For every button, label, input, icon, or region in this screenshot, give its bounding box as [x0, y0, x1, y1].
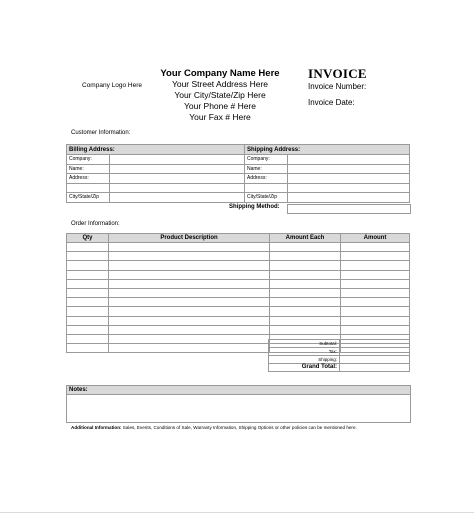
billing-field-label: Name:: [67, 164, 110, 174]
order-amount-cell[interactable]: [341, 288, 410, 297]
company-info: [140, 68, 300, 123]
order-amount-each-cell[interactable]: [270, 252, 341, 261]
order-qty-cell[interactable]: [67, 298, 109, 307]
subtotal-value[interactable]: [340, 340, 410, 348]
subtotal-label: Subtotal:: [269, 340, 340, 348]
order-row: [67, 279, 410, 288]
order-amount-cell[interactable]: [341, 270, 410, 279]
order-row: [67, 252, 410, 261]
order-description-cell[interactable]: [109, 307, 270, 316]
order-amount-each-cell[interactable]: [270, 325, 341, 334]
page-bottom-divider: [0, 512, 474, 513]
company-name: Your Company Name Here: [160, 68, 280, 79]
order-amount-cell[interactable]: [341, 261, 410, 270]
billing-field-label: City/State/Zip: [67, 193, 110, 203]
order-description-cell[interactable]: [109, 252, 270, 261]
order-amount-cell[interactable]: [341, 243, 410, 252]
order-table: [66, 233, 410, 353]
order-description-cell[interactable]: [109, 270, 270, 279]
order-amount-each-cell[interactable]: [270, 279, 341, 288]
order-amount-cell[interactable]: [341, 307, 410, 316]
shipping-label: Shipping:: [269, 356, 340, 364]
order-row: [67, 270, 410, 279]
notes-box[interactable]: [66, 385, 411, 423]
order-description-cell[interactable]: [109, 243, 270, 252]
shipping-method-field[interactable]: [287, 204, 411, 214]
billing-field-value[interactable]: [110, 155, 245, 165]
billing-field-label: Company:: [67, 155, 110, 165]
order-amount-each-cell[interactable]: [270, 288, 341, 297]
order-amount-each-cell[interactable]: [270, 298, 341, 307]
additional-information-text: Sales, Events, Conditions of Sale, Warranty Information, Shipping Options or other policies can be mentioned here.: [121, 425, 357, 430]
shipping-value[interactable]: [340, 356, 410, 364]
order-qty-cell[interactable]: [67, 334, 109, 343]
shipping-method-label: Shipping Method:: [229, 204, 280, 210]
shipping-field-label: City/State/Zip: [245, 193, 288, 203]
order-rows: [67, 243, 410, 353]
order-amount-each-cell[interactable]: [270, 270, 341, 279]
billing-field-value[interactable]: [110, 193, 245, 203]
billing-field-label: Address:: [67, 174, 110, 184]
order-row: [67, 307, 410, 316]
order-row: [67, 261, 410, 270]
order-description-cell[interactable]: [109, 344, 270, 353]
grand-total-value[interactable]: [340, 364, 410, 372]
tax-label: Tax:: [269, 348, 340, 356]
order-row: [67, 288, 410, 297]
order-amount-each-cell[interactable]: [270, 316, 341, 325]
order-description-cell[interactable]: [109, 298, 270, 307]
shipping-field-label: Name:: [245, 164, 288, 174]
additional-information: [71, 425, 357, 430]
order-qty-cell[interactable]: [67, 243, 109, 252]
shipping-field-label: Address:: [245, 174, 288, 184]
invoice-title: INVOICE: [308, 66, 367, 81]
order-qty-cell[interactable]: [67, 288, 109, 297]
shipping-field-value[interactable]: [288, 183, 410, 193]
shipping-field-label: Company:: [245, 155, 288, 165]
order-amount-cell[interactable]: [341, 298, 410, 307]
order-description-cell[interactable]: [109, 316, 270, 325]
order-qty-cell[interactable]: [67, 261, 109, 270]
order-amount-each-cell[interactable]: [270, 261, 341, 270]
order-description-cell[interactable]: [109, 288, 270, 297]
order-section-label: Order Information:: [71, 221, 120, 227]
company-street: Your Street Address Here: [171, 79, 269, 89]
billing-field-value[interactable]: [110, 174, 245, 184]
billing-field-value[interactable]: [110, 164, 245, 174]
order-qty-cell[interactable]: [67, 344, 109, 353]
order-col-amount: Amount: [341, 234, 410, 243]
shipping-field-label: [245, 183, 288, 193]
order-qty-cell[interactable]: [67, 252, 109, 261]
order-description-cell[interactable]: [109, 261, 270, 270]
order-qty-cell[interactable]: [67, 270, 109, 279]
order-description-cell[interactable]: [109, 279, 270, 288]
order-amount-cell[interactable]: [341, 316, 410, 325]
order-col-description: Product Description: [109, 234, 270, 243]
order-amount-each-cell[interactable]: [270, 243, 341, 252]
order-qty-cell[interactable]: [67, 316, 109, 325]
shipping-field-value[interactable]: [288, 164, 410, 174]
order-amount-cell[interactable]: [341, 279, 410, 288]
company-phone: Your Phone # Here: [184, 101, 256, 111]
order-amount-cell[interactable]: [341, 325, 410, 334]
shipping-field-value[interactable]: [288, 155, 410, 165]
grand-total-label: Grand Total:: [269, 364, 340, 372]
order-description-cell[interactable]: [109, 334, 270, 343]
order-description-cell[interactable]: [109, 325, 270, 334]
company-fax: Your Fax # Here: [189, 112, 251, 122]
order-qty-cell[interactable]: [67, 325, 109, 334]
shipping-field-value[interactable]: [288, 174, 410, 184]
order-qty-cell[interactable]: [67, 279, 109, 288]
totals-table: [268, 339, 410, 372]
order-row: [67, 243, 410, 252]
company-city: Your City/State/Zip Here: [174, 90, 266, 100]
additional-information-label: Additional Information:: [71, 425, 122, 430]
billing-field-value[interactable]: [110, 183, 245, 193]
order-col-qty: Qty: [67, 234, 109, 243]
order-amount-cell[interactable]: [341, 252, 410, 261]
order-row: [67, 316, 410, 325]
order-row: [67, 325, 410, 334]
notes-header: Notes:: [67, 386, 410, 395]
invoice-number-label: Invoice Number:: [308, 82, 367, 91]
order-row: [67, 298, 410, 307]
shipping-address-header: Shipping Address:: [245, 145, 410, 155]
billing-field-label: [67, 183, 110, 193]
shipping-field-value[interactable]: [288, 193, 410, 203]
company-logo-placeholder: Company Logo Here: [82, 82, 142, 89]
order-qty-cell[interactable]: [67, 307, 109, 316]
tax-value[interactable]: [340, 348, 410, 356]
invoice-date-label: Invoice Date:: [308, 98, 355, 107]
address-table: [66, 144, 410, 203]
order-col-amount-each: Amount Each: [270, 234, 341, 243]
order-amount-each-cell[interactable]: [270, 307, 341, 316]
billing-address-header: Billing Address:: [67, 145, 245, 155]
customer-section-label: Customer Information:: [71, 130, 131, 136]
